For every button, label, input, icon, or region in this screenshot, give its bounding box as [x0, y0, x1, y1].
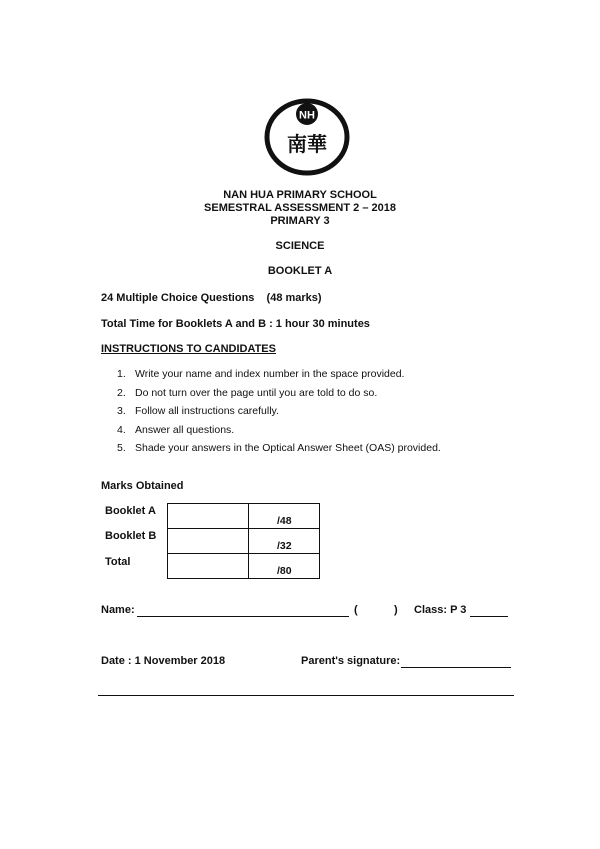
- max-cell-total: /80: [249, 554, 320, 579]
- score-cell-total[interactable]: [168, 554, 249, 579]
- total-label: Total: [105, 556, 131, 568]
- score-cell-booklet-b[interactable]: [168, 529, 249, 554]
- booklet-title: BOOKLET A: [267, 265, 333, 277]
- logo-chinese-name: 南華: [287, 132, 327, 156]
- booklet-b-label: Booklet B: [105, 530, 157, 542]
- school-logo: [264, 98, 350, 176]
- max-cell-booklet-a: /48: [249, 504, 320, 529]
- questions-info: [101, 292, 322, 304]
- marks-obtained-heading: Marks Obtained: [101, 480, 184, 492]
- table-row: [168, 554, 320, 579]
- questions-marks: (48 marks): [266, 292, 322, 304]
- instruction-item: 3. Follow all instructions carefully.: [117, 405, 279, 417]
- table-row: [168, 504, 320, 529]
- questions-count: 24 Multiple Choice Questions: [101, 292, 255, 304]
- instruction-item: 2. Do not turn over the page until you are told to do so.: [117, 387, 378, 399]
- max-cell-booklet-b: /32: [249, 529, 320, 554]
- subject-title: SCIENCE: [275, 240, 325, 252]
- instruction-item: 1. Write your name and index number in the space provided.: [117, 368, 405, 380]
- class-field[interactable]: [470, 616, 508, 617]
- level-title: PRIMARY 3: [270, 215, 330, 227]
- table-row: [168, 529, 320, 554]
- bottom-divider: [98, 695, 514, 696]
- name-label: Name:: [101, 604, 135, 616]
- booklet-a-label: Booklet A: [105, 505, 156, 517]
- school-name: NAN HUA PRIMARY SCHOOL: [223, 189, 377, 201]
- instruction-item: 5. Shade your answers in the Optical Answer Sheet (OAS) provided.: [117, 442, 441, 454]
- index-paren-open: (: [354, 604, 358, 616]
- score-cell-booklet-a[interactable]: [168, 504, 249, 529]
- index-paren-close: ): [394, 604, 398, 616]
- parent-signature-field[interactable]: [401, 667, 511, 668]
- name-field[interactable]: [137, 616, 349, 617]
- marks-table: [167, 503, 320, 579]
- class-label: Class: P 3: [414, 604, 467, 616]
- logo-monogram: NH: [299, 109, 315, 122]
- time-info: Total Time for Booklets A and B : 1 hour 30 minutes: [101, 318, 370, 330]
- date-text: Date : 1 November 2018: [101, 655, 226, 667]
- assessment-title: SEMESTRAL ASSESSMENT 2 – 2018: [204, 202, 396, 214]
- parent-signature-label: Parent's signature:: [301, 655, 401, 667]
- instruction-item: 4. Answer all questions.: [117, 424, 235, 436]
- instructions-heading: INSTRUCTIONS TO CANDIDATES: [101, 343, 276, 355]
